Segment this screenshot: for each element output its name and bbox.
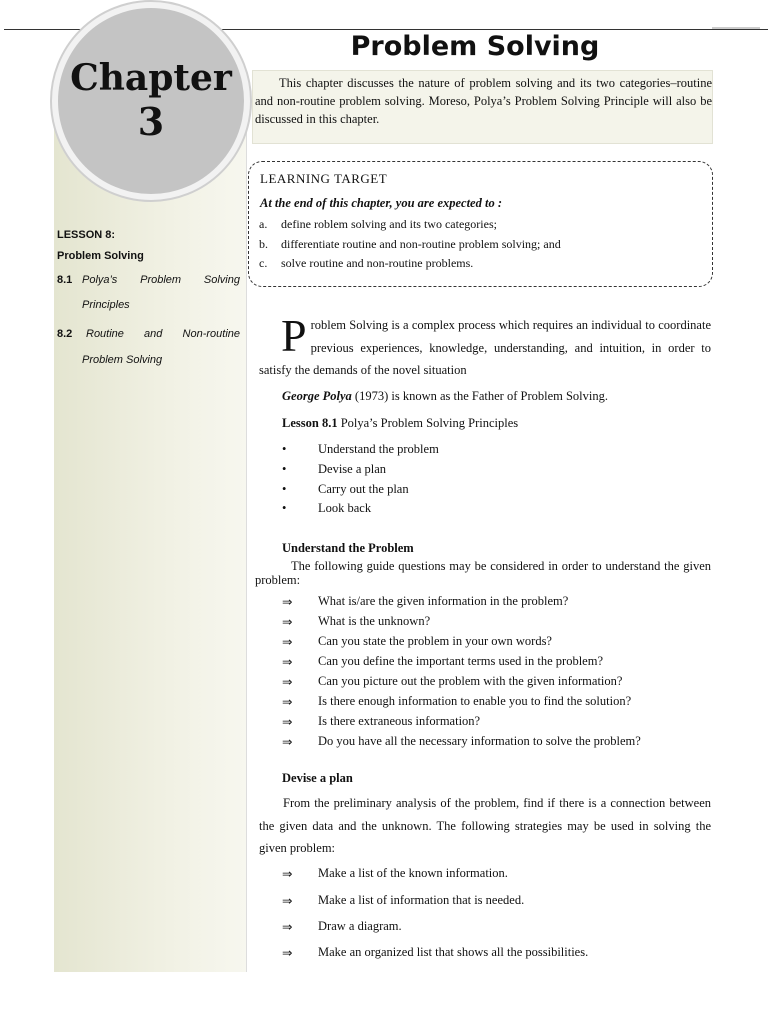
question-item: Can you state the problem in your own words?: [318, 634, 552, 648]
arrow-icon: ⇒: [282, 945, 293, 960]
polya-line: [282, 388, 608, 404]
polya-text: (1973) is known as the Father of Problem Solving.: [351, 389, 609, 403]
arrow-icon: ⇒: [282, 654, 293, 669]
bullet-icon: •: [282, 501, 287, 515]
item-marker: c.: [259, 256, 268, 270]
top-rule-accent: [712, 27, 760, 29]
arrow-icon: ⇒: [282, 734, 293, 749]
arrow-icon: ⇒: [282, 714, 293, 729]
arrow-icon: ⇒: [282, 866, 293, 881]
section-heading: Devise a plan: [282, 771, 353, 785]
arrow-icon: ⇒: [282, 893, 293, 908]
question-item: What is the unknown?: [318, 614, 431, 628]
learning-target-item: [259, 255, 473, 271]
arrow-icon: ⇒: [282, 634, 293, 649]
section-paragraph: From the preliminary analysis of the problem, find if there is a connection between the given data and the unknown. The following strategies may be used in solving the given problem:: [259, 796, 711, 855]
lesson-text: Polya’s Problem Solving Principles: [337, 416, 519, 430]
paragraph-text: roblem Solving is a complex process which requires an individual to coordinate previous experiences, knowledge, understanding, and intuition, in order to satisfy the demands of the novel situation: [259, 318, 711, 377]
item-text: solve routine and non-routine problems.: [281, 256, 474, 270]
sidebar-item-text: Polya’s Problem Solving: [82, 274, 240, 286]
bullet-icon: •: [282, 482, 287, 496]
strategy-item: Make a list of information that is needed.: [318, 893, 525, 907]
sidebar-item-text: Problem Solving: [82, 354, 163, 366]
question-item: Do you have all the necessary information to solve the problem?: [318, 734, 641, 748]
sidebar-item-num: 8.2: [57, 328, 73, 340]
item-text: differentiate routine and non-routine problem solving; and: [281, 237, 561, 251]
question-item: Is there enough information to enable you to find the solution?: [318, 694, 632, 708]
arrow-icon: ⇒: [282, 614, 293, 629]
learning-target-item: [259, 216, 497, 232]
question-item: Can you picture out the problem with the given information?: [318, 674, 623, 688]
bullet-icon: •: [282, 462, 287, 476]
polya-name: George Polya: [282, 389, 352, 403]
chapter-number: 3: [137, 99, 165, 144]
strategy-item: Make a list of the known information.: [318, 866, 508, 880]
learning-target-title: LEARNING TARGET: [260, 171, 388, 186]
sidebar-lesson: LESSON 8:: [57, 229, 116, 241]
question-item: Can you define the important terms used in the problem?: [318, 654, 603, 668]
intro-text: This chapter discusses the nature of problem solving and its two categories–routine and non-routine problem solving. Moreso, Polya’s Problem Solving Principle will also be discussed in this chapter.: [255, 76, 712, 126]
bullet-item: Devise a plan: [318, 462, 387, 476]
lesson-line: [282, 415, 518, 431]
arrow-icon: ⇒: [282, 694, 293, 709]
sidebar-item-text: Principles: [82, 299, 130, 311]
bullet-item: Look back: [318, 501, 372, 515]
section-heading: Understand the Problem: [282, 541, 414, 555]
item-text: define roblem solving and its two categories;: [281, 217, 497, 231]
arrow-icon: ⇒: [282, 594, 293, 609]
question-item: Is there extraneous information?: [318, 714, 481, 728]
sidebar-item-num: 8.1: [57, 274, 73, 286]
item-marker: a.: [259, 217, 268, 231]
arrow-icon: ⇒: [282, 674, 293, 689]
learning-target-item: [259, 236, 561, 252]
sidebar-lesson-title: Problem Solving: [57, 250, 144, 262]
lesson-label: Lesson 8.1: [282, 416, 338, 430]
item-marker: b.: [259, 237, 268, 251]
strategy-item: Make an organized list that shows all the possibilities.: [318, 945, 589, 959]
chapter-label: Chapter: [70, 57, 232, 99]
arrow-icon: ⇒: [282, 919, 293, 934]
section-paragraph: The following guide questions may be considered in order to understand the given problem:: [255, 559, 711, 587]
question-item: What is/are the given information in the problem?: [318, 594, 569, 608]
drop-cap: P: [281, 310, 307, 361]
strategy-item: Draw a diagram.: [318, 919, 402, 933]
sidebar-item-text: Routine and Non-routine: [86, 328, 240, 340]
bullet-icon: •: [282, 442, 287, 456]
bullet-item: Carry out the plan: [318, 482, 409, 496]
page-title: Problem Solving: [350, 31, 600, 62]
bullet-item: Understand the problem: [318, 442, 439, 456]
intro-paragraph: [259, 310, 711, 382]
learning-target-subtitle: At the end of this chapter, you are expected to :: [260, 196, 502, 210]
